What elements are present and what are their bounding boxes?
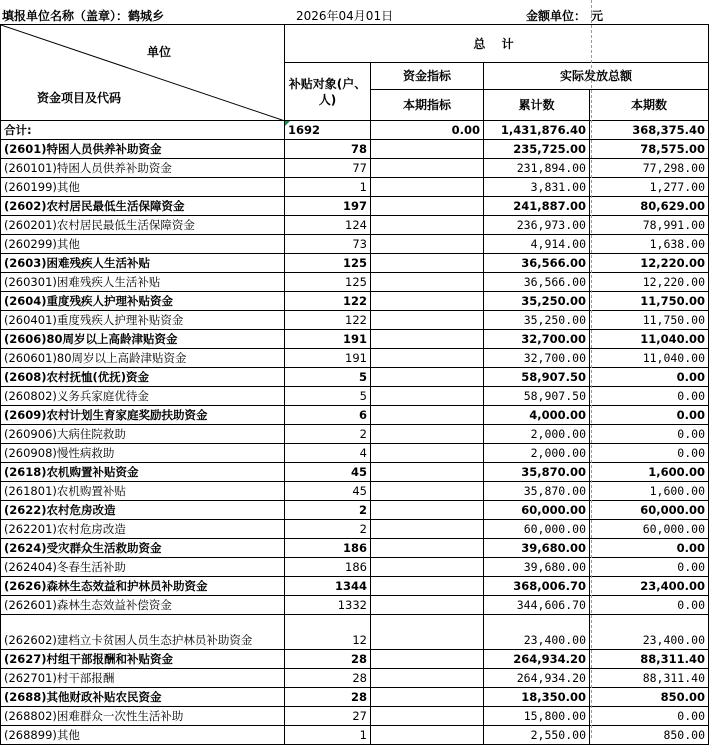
current-amount: 11,040.00 <box>590 349 709 368</box>
report-date: 2026年04月01日 <box>296 9 394 23</box>
category-row <box>1 292 709 311</box>
subsidy-count: 4 <box>285 444 371 463</box>
subsidy-count: 28 <box>285 688 371 707</box>
category-row <box>1 577 709 596</box>
total-label: 合计: <box>1 121 285 140</box>
subsidy-count: 1 <box>285 178 371 197</box>
cumulative-amount: 15,800.00 <box>484 707 590 726</box>
item-name: (2601)特困人员供养补助资金 <box>1 140 285 159</box>
subitem-row <box>1 558 709 577</box>
total-count <box>285 121 371 140</box>
indicator-cell <box>371 539 484 558</box>
cumulative-amount: 235,725.00 <box>484 140 590 159</box>
current-amount: 1,600.00 <box>590 482 709 501</box>
subitem-row <box>1 311 709 330</box>
cumulative-amount: 35,250.00 <box>484 292 590 311</box>
cumulative-amount: 241,887.00 <box>484 197 590 216</box>
indicator-cell <box>371 558 484 577</box>
current-amount: 1,638.00 <box>590 235 709 254</box>
rows-body <box>1 140 709 745</box>
indicator-cell <box>371 178 484 197</box>
indicator-cell <box>371 669 484 688</box>
subitem-row <box>1 159 709 178</box>
subitem-row <box>1 482 709 501</box>
cumulative-amount: 264,934.20 <box>484 669 590 688</box>
indicator-cell <box>371 688 484 707</box>
header-item-code: 资金项目及代码 <box>37 91 122 105</box>
subsidy-count: 78 <box>285 140 371 159</box>
indicator-cell <box>371 311 484 330</box>
cumulative-amount: 23,400.00 <box>484 615 590 650</box>
cumulative-amount: 368,006.70 <box>484 577 590 596</box>
category-row <box>1 254 709 273</box>
current-amount: 80,629.00 <box>590 197 709 216</box>
subsidy-count: 125 <box>285 254 371 273</box>
current-amount: 0.00 <box>590 707 709 726</box>
item-name: (268802)困难群众一次性生活补助 <box>1 707 285 726</box>
indicator-cell <box>371 330 484 349</box>
current-amount: 1,277.00 <box>590 178 709 197</box>
indicator-cell <box>371 615 484 650</box>
current-amount: 11,040.00 <box>590 330 709 349</box>
subsidy-count: 28 <box>285 650 371 669</box>
item-name: (260401)重度残疾人护理补贴资金 <box>1 311 285 330</box>
subsidy-count: 191 <box>285 330 371 349</box>
currency-value: 元 <box>591 9 604 23</box>
current-amount: 88,311.40 <box>590 650 709 669</box>
subsidy-count: 197 <box>285 197 371 216</box>
subsidy-count: 2 <box>285 425 371 444</box>
cumulative-amount: 60,000.00 <box>484 520 590 539</box>
indicator-cell <box>371 596 484 615</box>
current-amount: 11,750.00 <box>590 292 709 311</box>
subsidy-count: 45 <box>285 463 371 482</box>
cumulative-amount: 231,894.00 <box>484 159 590 178</box>
cumulative-amount: 58,907.50 <box>484 387 590 406</box>
indicator-cell <box>371 425 484 444</box>
item-name: (2626)森林生态效益和护林员补助资金 <box>1 577 285 596</box>
subsidy-count: 27 <box>285 707 371 726</box>
item-name: (2602)农村居民最低生活保障资金 <box>1 197 285 216</box>
item-name: (260301)困难残疾人生活补贴 <box>1 273 285 292</box>
category-row <box>1 539 709 558</box>
total-current: 368,375.40 <box>590 121 709 140</box>
item-name: (2618)农机购置补贴资金 <box>1 463 285 482</box>
subitem-row <box>1 444 709 463</box>
current-amount: 77,298.00 <box>590 159 709 178</box>
subsidy-count: 191 <box>285 349 371 368</box>
cumulative-amount: 344,606.70 <box>484 596 590 615</box>
indicator-cell <box>371 235 484 254</box>
subsidy-count: 5 <box>285 368 371 387</box>
category-row <box>1 330 709 349</box>
cumulative-amount: 39,680.00 <box>484 558 590 577</box>
current-amount: 0.00 <box>590 387 709 406</box>
indicator-cell <box>371 726 484 745</box>
indicator-cell <box>371 577 484 596</box>
item-name: (261801)农机购置补贴 <box>1 482 285 501</box>
header-current: 本期数 <box>590 90 709 121</box>
current-amount: 60,000.00 <box>590 520 709 539</box>
currency-label: 金额单位： <box>526 9 587 23</box>
header-current-indicator: 本期指标 <box>371 90 484 121</box>
subsidy-count: 122 <box>285 311 371 330</box>
current-amount: 0.00 <box>590 406 709 425</box>
indicator-cell <box>371 463 484 482</box>
total-indicator: 0.00 <box>371 121 484 140</box>
header-diagonal-cell <box>1 25 285 121</box>
cumulative-amount: 2,550.00 <box>484 726 590 745</box>
current-amount: 78,575.00 <box>590 140 709 159</box>
indicator-cell <box>371 444 484 463</box>
subsidy-count: 122 <box>285 292 371 311</box>
current-amount: 12,220.00 <box>590 254 709 273</box>
item-name: (262201)农村危房改造 <box>1 520 285 539</box>
current-amount: 850.00 <box>590 688 709 707</box>
cumulative-amount: 3,831.00 <box>484 178 590 197</box>
current-amount: 0.00 <box>590 444 709 463</box>
current-amount: 78,991.00 <box>590 216 709 235</box>
subitem-row <box>1 726 709 745</box>
indicator-cell <box>371 501 484 520</box>
total-count-value: 1692 <box>288 123 321 137</box>
item-name: (2609)农村计划生育家庭奖励扶助资金 <box>1 406 285 425</box>
subsidy-count: 186 <box>285 539 371 558</box>
subsidy-count: 1344 <box>285 577 371 596</box>
item-name: (262601)森林生态效益补偿资金 <box>1 596 285 615</box>
current-amount: 60,000.00 <box>590 501 709 520</box>
item-name: (2622)农村危房改造 <box>1 501 285 520</box>
current-amount: 0.00 <box>590 596 709 615</box>
cumulative-amount: 4,000.00 <box>484 406 590 425</box>
cumulative-amount: 2,000.00 <box>484 425 590 444</box>
subsidy-count: 45 <box>285 482 371 501</box>
category-row <box>1 140 709 159</box>
current-amount: 0.00 <box>590 368 709 387</box>
current-amount: 0.00 <box>590 425 709 444</box>
current-amount: 88,311.40 <box>590 669 709 688</box>
item-name: (260802)义务兵家庭优待金 <box>1 387 285 406</box>
item-name: (262701)村干部报酬 <box>1 669 285 688</box>
cumulative-amount: 2,000.00 <box>484 444 590 463</box>
subitem-row <box>1 707 709 726</box>
subsidy-count: 125 <box>285 273 371 292</box>
header-subsidy-target: 补贴对象(户、人) <box>285 63 371 121</box>
current-amount: 850.00 <box>590 726 709 745</box>
subsidy-count: 12 <box>285 615 371 650</box>
indicator-cell <box>371 292 484 311</box>
indicator-cell <box>371 482 484 501</box>
cumulative-amount: 35,250.00 <box>484 311 590 330</box>
cumulative-amount: 32,700.00 <box>484 349 590 368</box>
indicator-cell <box>371 159 484 178</box>
header-fund-indicator: 资金指标 <box>371 63 484 90</box>
subitem-row <box>1 349 709 368</box>
total-row <box>1 121 709 140</box>
item-name: (260101)特困人员供养补助资金 <box>1 159 285 178</box>
page-break-line <box>591 0 592 738</box>
current-amount: 11,750.00 <box>590 311 709 330</box>
subitem-row <box>1 178 709 197</box>
cumulative-amount: 39,680.00 <box>484 539 590 558</box>
subsidy-count: 2 <box>285 501 371 520</box>
category-row <box>1 650 709 669</box>
item-name: (2608)农村抚恤(优抚)资金 <box>1 368 285 387</box>
item-name: (268899)其他 <box>1 726 285 745</box>
item-name: (2603)困难残疾人生活补贴 <box>1 254 285 273</box>
item-name: (2606)80周岁以上高龄津贴资金 <box>1 330 285 349</box>
item-name: (2604)重度残疾人护理补贴资金 <box>1 292 285 311</box>
indicator-cell <box>371 368 484 387</box>
cumulative-amount: 60,000.00 <box>484 501 590 520</box>
indicator-cell <box>371 520 484 539</box>
subitem-row <box>1 387 709 406</box>
category-row <box>1 501 709 520</box>
category-row <box>1 463 709 482</box>
total-cumulative: 1,431,876.40 <box>484 121 590 140</box>
current-amount: 23,400.00 <box>590 577 709 596</box>
cumulative-amount: 4,914.00 <box>484 235 590 254</box>
subitem-row <box>1 235 709 254</box>
cumulative-amount: 35,870.00 <box>484 482 590 501</box>
current-amount: 23,400.00 <box>590 615 709 650</box>
subsidy-count: 73 <box>285 235 371 254</box>
subsidy-report-table <box>0 24 709 745</box>
indicator-cell <box>371 273 484 292</box>
current-amount: 0.00 <box>590 539 709 558</box>
current-amount: 1,600.00 <box>590 463 709 482</box>
subsidy-count: 77 <box>285 159 371 178</box>
subsidy-count: 1332 <box>285 596 371 615</box>
category-row <box>1 197 709 216</box>
cumulative-amount: 18,350.00 <box>484 688 590 707</box>
cumulative-amount: 58,907.50 <box>484 368 590 387</box>
report-header <box>0 0 710 24</box>
item-name: (260906)大病住院救助 <box>1 425 285 444</box>
current-amount: 12,220.00 <box>590 273 709 292</box>
subitem-row <box>1 669 709 688</box>
indicator-cell <box>371 707 484 726</box>
indicator-cell <box>371 197 484 216</box>
cumulative-amount: 236,973.00 <box>484 216 590 235</box>
subsidy-count: 6 <box>285 406 371 425</box>
header-cumulative: 累计数 <box>484 90 590 121</box>
item-name: (260299)其他 <box>1 235 285 254</box>
cumulative-amount: 36,566.00 <box>484 254 590 273</box>
current-amount: 0.00 <box>590 558 709 577</box>
subsidy-count: 186 <box>285 558 371 577</box>
subitem-row <box>1 596 709 615</box>
subitem-row <box>1 273 709 292</box>
indicator-cell <box>371 140 484 159</box>
subsidy-count: 5 <box>285 387 371 406</box>
subsidy-count: 2 <box>285 520 371 539</box>
cumulative-amount: 32,700.00 <box>484 330 590 349</box>
indicator-cell <box>371 216 484 235</box>
cumulative-amount: 36,566.00 <box>484 273 590 292</box>
indicator-cell <box>371 650 484 669</box>
subitem-row <box>1 425 709 444</box>
item-name: (2627)村组干部报酬和补贴资金 <box>1 650 285 669</box>
subitem-row <box>1 520 709 539</box>
item-name: (262602)建档立卡贫困人员生态护林员补助资金 <box>1 615 285 650</box>
item-name: (260908)慢性病救助 <box>1 444 285 463</box>
item-name: (260199)其他 <box>1 178 285 197</box>
indicator-cell <box>371 349 484 368</box>
subitem-row <box>1 615 709 650</box>
cumulative-amount: 264,934.20 <box>484 650 590 669</box>
category-row <box>1 368 709 387</box>
subitem-row <box>1 216 709 235</box>
category-row <box>1 688 709 707</box>
item-name: (2688)其他财政补贴农民资金 <box>1 688 285 707</box>
category-row <box>1 406 709 425</box>
subsidy-count: 1 <box>285 726 371 745</box>
subsidy-count: 28 <box>285 669 371 688</box>
cumulative-amount: 35,870.00 <box>484 463 590 482</box>
item-name: (2624)受灾群众生活救助资金 <box>1 539 285 558</box>
item-name: (262404)冬春生活补助 <box>1 558 285 577</box>
header-unit: 单位 <box>147 45 172 59</box>
subsidy-count: 124 <box>285 216 371 235</box>
filing-unit-label: 填报单位名称（盖章）：鹤城乡 <box>2 9 165 23</box>
header-actual-total: 实际发放总额 <box>484 63 709 90</box>
indicator-cell <box>371 406 484 425</box>
indicator-cell <box>371 387 484 406</box>
indicator-cell <box>371 254 484 273</box>
item-name: (260201)农村居民最低生活保障资金 <box>1 216 285 235</box>
item-name: (260601)80周岁以上高龄津贴资金 <box>1 349 285 368</box>
header-total: 总 计 <box>285 25 709 63</box>
